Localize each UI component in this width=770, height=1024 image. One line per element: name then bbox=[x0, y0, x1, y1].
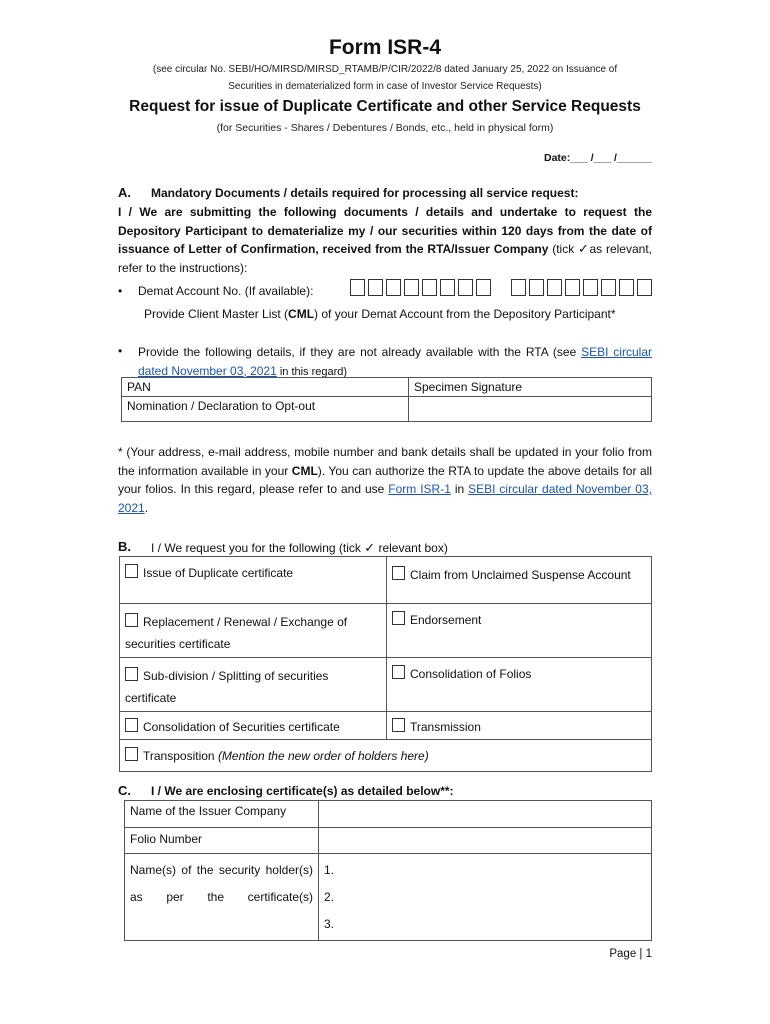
demat-account-boxes[interactable] bbox=[350, 279, 655, 297]
option-subdivision[interactable]: Sub-division / Splitting of securities certificate bbox=[120, 658, 387, 712]
sebi-circular-link[interactable]: SEBI circular dated November 03, 2021 bbox=[138, 345, 652, 378]
nomination-cell: Nomination / Declaration to Opt-out bbox=[122, 397, 409, 422]
section-c-label: C. bbox=[118, 783, 131, 798]
option-claim-unclaimed[interactable]: Claim from Unclaimed Suspense Account bbox=[387, 557, 652, 604]
sebi-circular-link-2[interactable]: SEBI circular dated November 03, 2021 bbox=[118, 482, 652, 515]
certificate-details-table bbox=[124, 800, 652, 941]
checkbox[interactable] bbox=[125, 718, 138, 732]
bullet-icon: • bbox=[118, 344, 123, 358]
checkbox[interactable] bbox=[392, 665, 405, 679]
bullet-icon: • bbox=[118, 284, 123, 298]
check-mark-icon: ✓ bbox=[364, 540, 376, 555]
cml-instruction: Provide Client Master List (CML) of your Demat Account from the Depository Participant* bbox=[144, 307, 616, 321]
circular-reference-line-2: Securities in dematerialized form in case of Investor Service Requests) bbox=[228, 81, 542, 92]
pan-cell: PAN bbox=[122, 378, 409, 397]
section-a-label: A. bbox=[118, 185, 131, 200]
check-mark-icon: ✓ bbox=[578, 241, 590, 256]
issuer-company-value[interactable] bbox=[319, 801, 652, 828]
form-title: Form ISR-4 bbox=[328, 36, 441, 59]
nomination-value-cell[interactable] bbox=[409, 397, 652, 422]
folio-number-value[interactable] bbox=[319, 828, 652, 854]
date-field[interactable]: Date:___ /___ /______ bbox=[544, 152, 652, 164]
option-duplicate-certificate[interactable]: Issue of Duplicate certificate bbox=[120, 557, 387, 604]
option-consolidation-folios[interactable]: Consolidation of Folios bbox=[387, 658, 652, 712]
form-subheading: (for Securities - Shares / Debentures / Bonds, etc., held in physical form) bbox=[216, 122, 554, 134]
checkbox[interactable] bbox=[125, 613, 138, 627]
option-transmission[interactable]: Transmission bbox=[387, 712, 652, 740]
specimen-signature-cell: Specimen Signature bbox=[409, 378, 652, 397]
option-replacement[interactable]: Replacement / Renewal / Exchange of securities certificate bbox=[120, 604, 387, 658]
page-number: Page | 1 bbox=[609, 948, 652, 960]
service-request-table bbox=[119, 556, 652, 772]
form-isr-1-link[interactable]: Form ISR-1 bbox=[388, 482, 451, 496]
holder-names-label: Name(s) of the security holder(s) as per the certificate(s) bbox=[125, 854, 319, 941]
tick-instruction-pre: (tick bbox=[548, 242, 579, 256]
section-a-intro bbox=[118, 203, 652, 277]
address-update-note: * (Your address, e-mail address, mobile number and bank details shall be updated in your folio from the information available in your CML). You can authorize the RTA to update the above details for all your folios. In this regard, please refer to and use Form ISR-1 in SEBI circular dated November 03, 2021. bbox=[118, 445, 652, 515]
kyc-details-table bbox=[121, 377, 652, 422]
checkbox[interactable] bbox=[125, 747, 138, 761]
section-c-title: I / We are enclosing certificate(s) as detailed below**: bbox=[151, 784, 454, 798]
checkbox[interactable] bbox=[392, 566, 405, 580]
section-a-undertaking: I / We are submitting the following documents / details and undertake to request the Depository Participant to dematerialize my / our securities within 120 days from the date of issuance of Letter of Confirmation, received from the RTA/Issuer Company bbox=[118, 205, 652, 256]
section-b-label: B. bbox=[118, 539, 131, 554]
provide-details-text: Provide the following details, if they are not already available with the RTA (see SEBI circular dated November 03, 2021 in this regard) bbox=[138, 345, 652, 378]
checkbox[interactable] bbox=[392, 718, 405, 732]
checkbox[interactable] bbox=[125, 667, 138, 681]
section-b-title: I / We request you for the following (tick ✓ relevant box) bbox=[151, 540, 448, 555]
issuer-company-label: Name of the Issuer Company bbox=[125, 801, 319, 828]
option-transposition[interactable]: Transposition (Mention the new order of holders here) bbox=[120, 740, 652, 772]
tick-instruction-post: as relevant, refer to the instructions): bbox=[118, 242, 652, 275]
folio-number-label: Folio Number bbox=[125, 828, 319, 854]
checkbox[interactable] bbox=[392, 611, 405, 625]
form-heading: Request for issue of Duplicate Certificate and other Service Requests bbox=[129, 98, 641, 115]
option-endorsement[interactable]: Endorsement bbox=[387, 604, 652, 658]
checkbox[interactable] bbox=[125, 564, 138, 578]
circular-reference-line-1: (see circular No. SEBI/HO/MIRSD/MIRSD_RTAMB/P/CIR/2022/8 dated January 25, 2022 on Issuance of bbox=[152, 64, 618, 75]
demat-account-label: Demat Account No. (If available): bbox=[138, 284, 314, 298]
holder-names-value[interactable]: 1. 2. 3. bbox=[319, 854, 652, 941]
section-a-title: Mandatory Documents / details required for processing all service request: bbox=[151, 186, 579, 200]
option-consolidation-securities[interactable]: Consolidation of Securities certificate bbox=[120, 712, 387, 740]
